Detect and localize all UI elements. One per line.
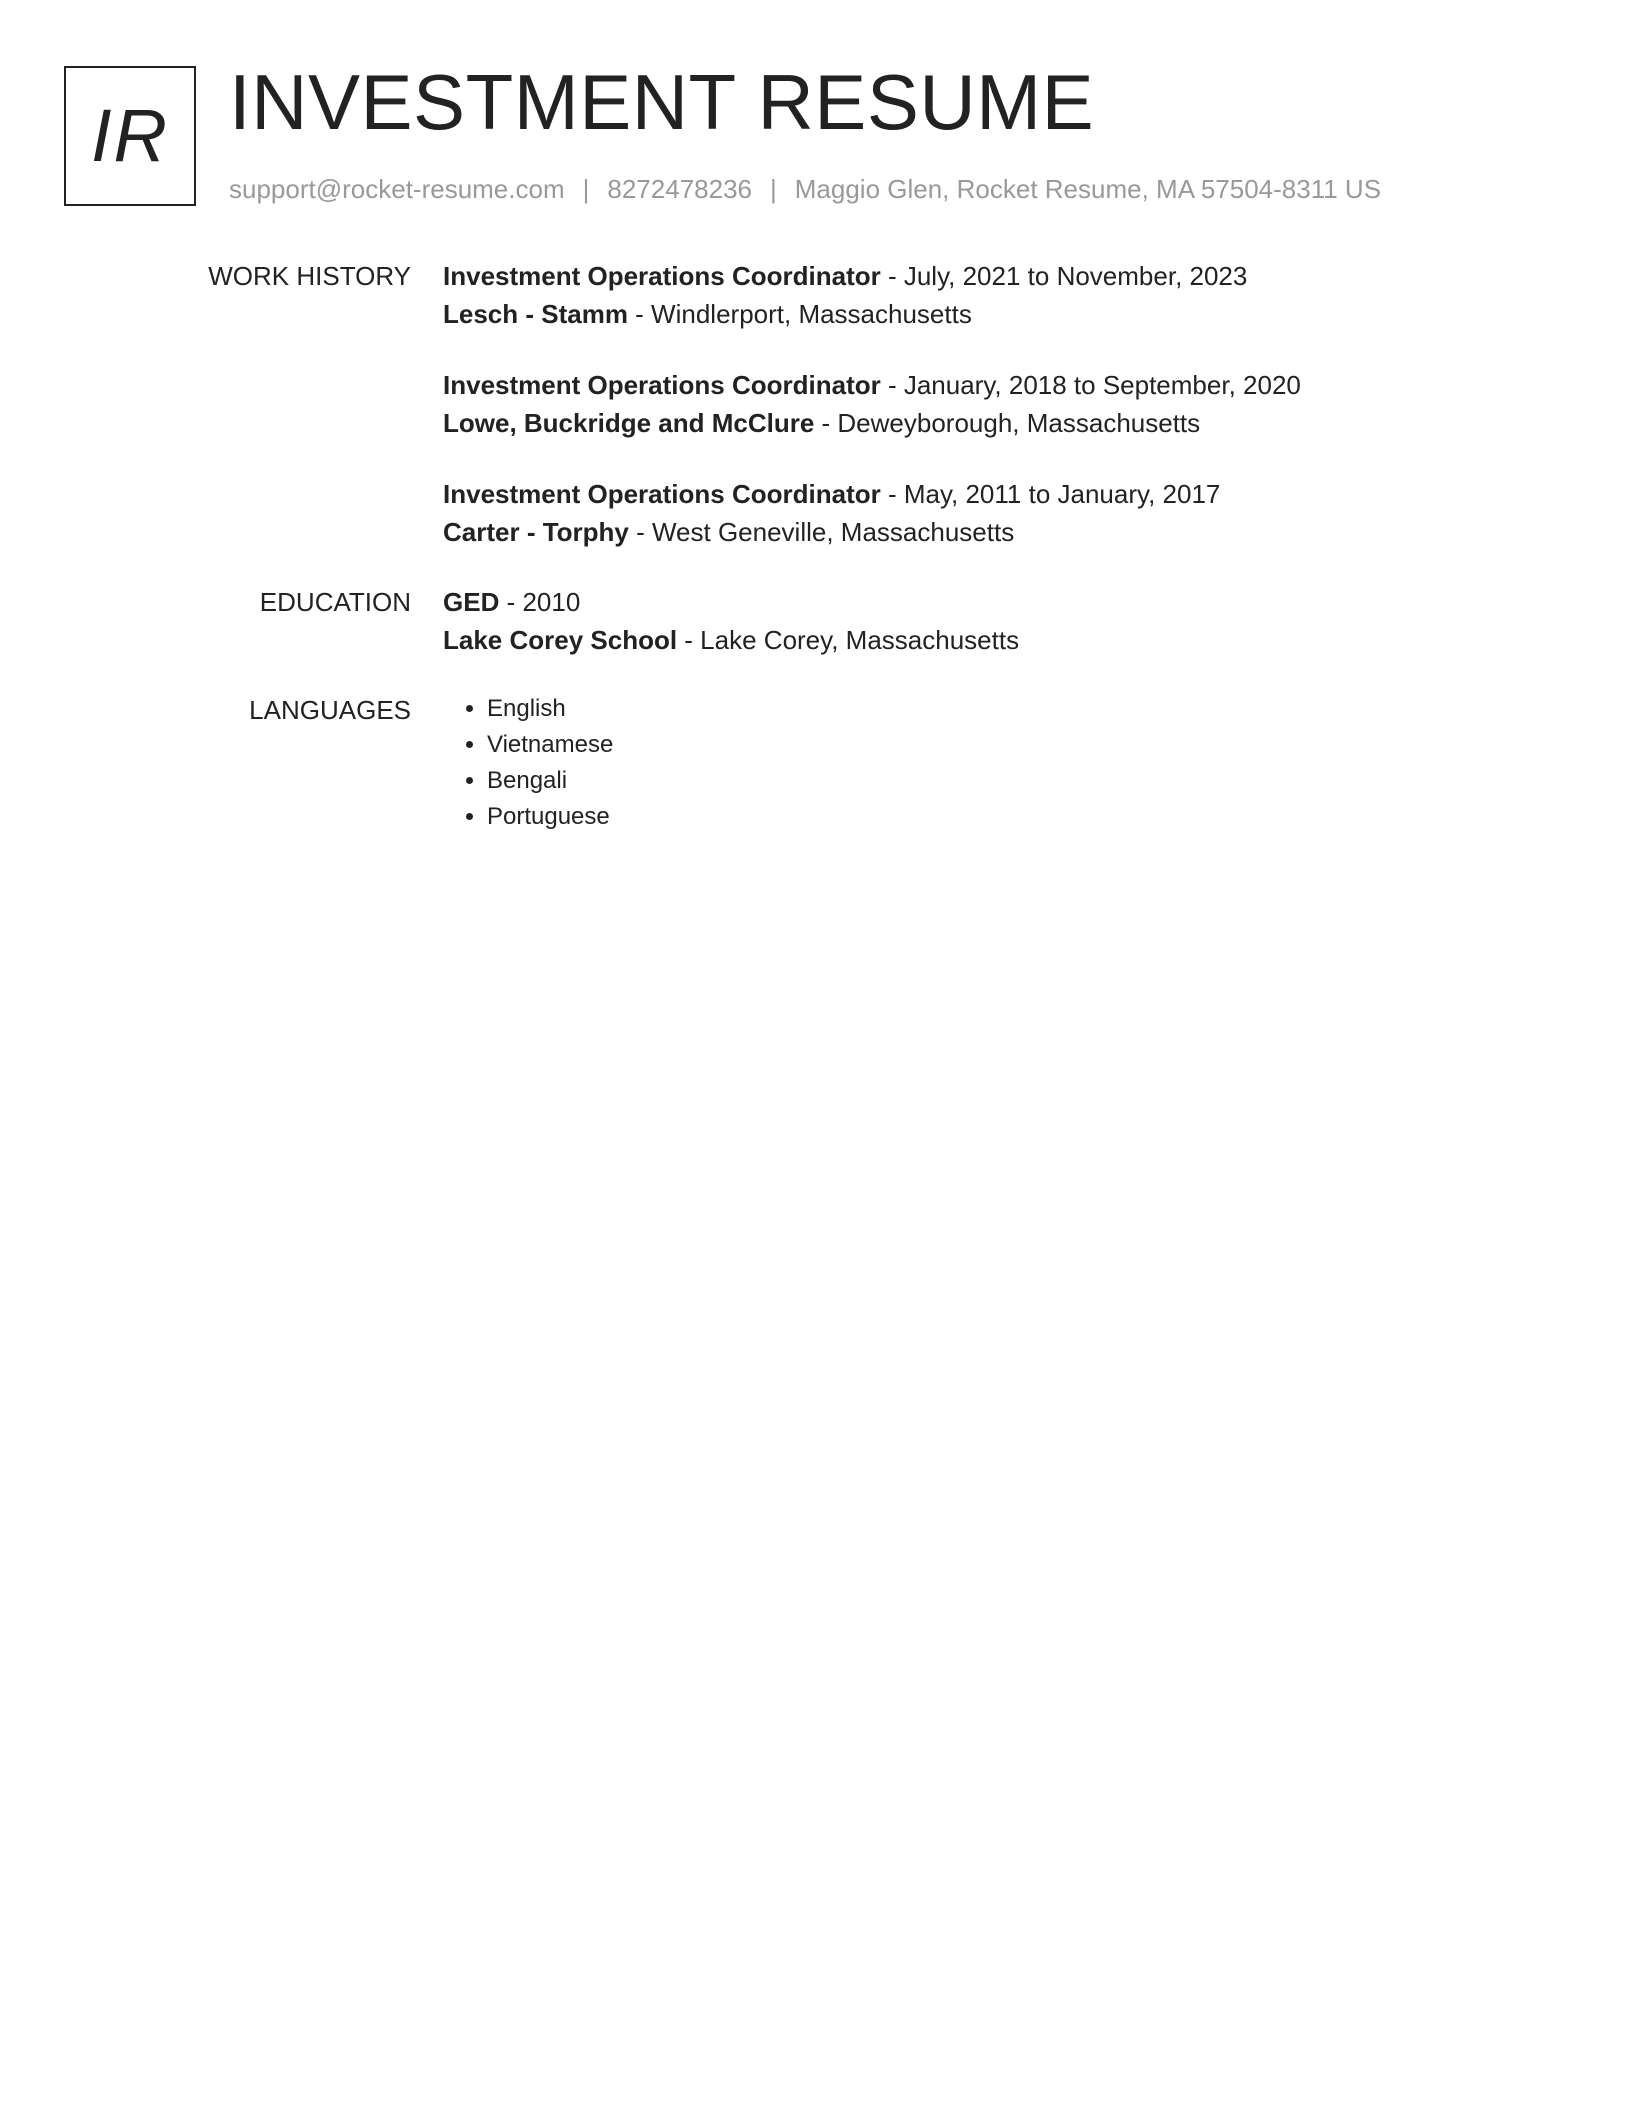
- work-entry-position-line: [443, 366, 1543, 404]
- work-entry-dates: - May, 2011 to January, 2017: [880, 479, 1221, 509]
- section-title-work-history: WORK HISTORY: [208, 261, 411, 291]
- contact-phone: 8272478236: [607, 174, 752, 204]
- contact-address: Maggio Glen, Rocket Resume, MA 57504-8311 US: [794, 174, 1382, 204]
- resume-title: INVESTMENT RESUME: [229, 58, 1095, 146]
- languages-list: [443, 691, 1543, 835]
- language-item: • English: [487, 691, 1543, 727]
- work-entry-position: Investment Operations Coordinator: [443, 479, 881, 509]
- work-entry-dates: - January, 2018 to September, 2020: [880, 370, 1301, 400]
- education-location: - Lake Corey, Massachusetts: [677, 625, 1020, 655]
- contact-email: support@rocket-resume.com: [229, 174, 565, 204]
- work-entry-company-line: [443, 295, 1543, 333]
- monogram-initials: IR: [91, 94, 169, 177]
- work-entry-dates: - July, 2021 to November, 2023: [880, 261, 1248, 291]
- work-entry-position-line: [443, 475, 1543, 513]
- work-entry: [443, 475, 1543, 551]
- monogram-logo: [64, 66, 196, 206]
- work-entry-position-line: [443, 257, 1543, 295]
- section-title-education: EDUCATION: [259, 587, 411, 617]
- work-entry-location: - Windlerport, Massachusetts: [627, 299, 972, 329]
- education-degree-line: [443, 583, 1543, 621]
- language-item: • Portuguese: [487, 799, 1543, 835]
- section-title-languages: LANGUAGES: [249, 695, 411, 725]
- work-entry-position: Investment Operations Coordinator: [443, 261, 881, 291]
- contact-separator: |: [770, 174, 777, 204]
- work-entry: [443, 257, 1543, 333]
- education-degree: GED: [443, 587, 500, 617]
- education-entry: [443, 583, 1543, 659]
- education-school: Lake Corey School: [443, 625, 678, 655]
- work-entry-company: Lowe, Buckridge and McClure: [443, 408, 815, 438]
- work-entry-position: Investment Operations Coordinator: [443, 370, 881, 400]
- education-year: - 2010: [499, 587, 581, 617]
- languages-body: [443, 691, 1543, 835]
- contact-separator: |: [582, 174, 590, 204]
- work-entry-location: - West Geneville, Massachusetts: [628, 517, 1015, 547]
- education-body: [443, 583, 1543, 659]
- work-entry: [443, 366, 1543, 442]
- contact-info: [229, 172, 1381, 206]
- language-item: • Vietnamese: [487, 727, 1543, 763]
- language-item: • Bengali: [487, 763, 1543, 799]
- work-entry-company-line: [443, 404, 1543, 442]
- work-entry-company: Lesch - Stamm: [443, 299, 628, 329]
- work-entry-location: - Deweyborough, Massachusetts: [814, 408, 1201, 438]
- work-entry-company: Carter - Torphy: [443, 517, 629, 547]
- education-school-line: [443, 621, 1543, 659]
- work-entry-company-line: [443, 513, 1543, 551]
- work-history-body: [443, 257, 1543, 551]
